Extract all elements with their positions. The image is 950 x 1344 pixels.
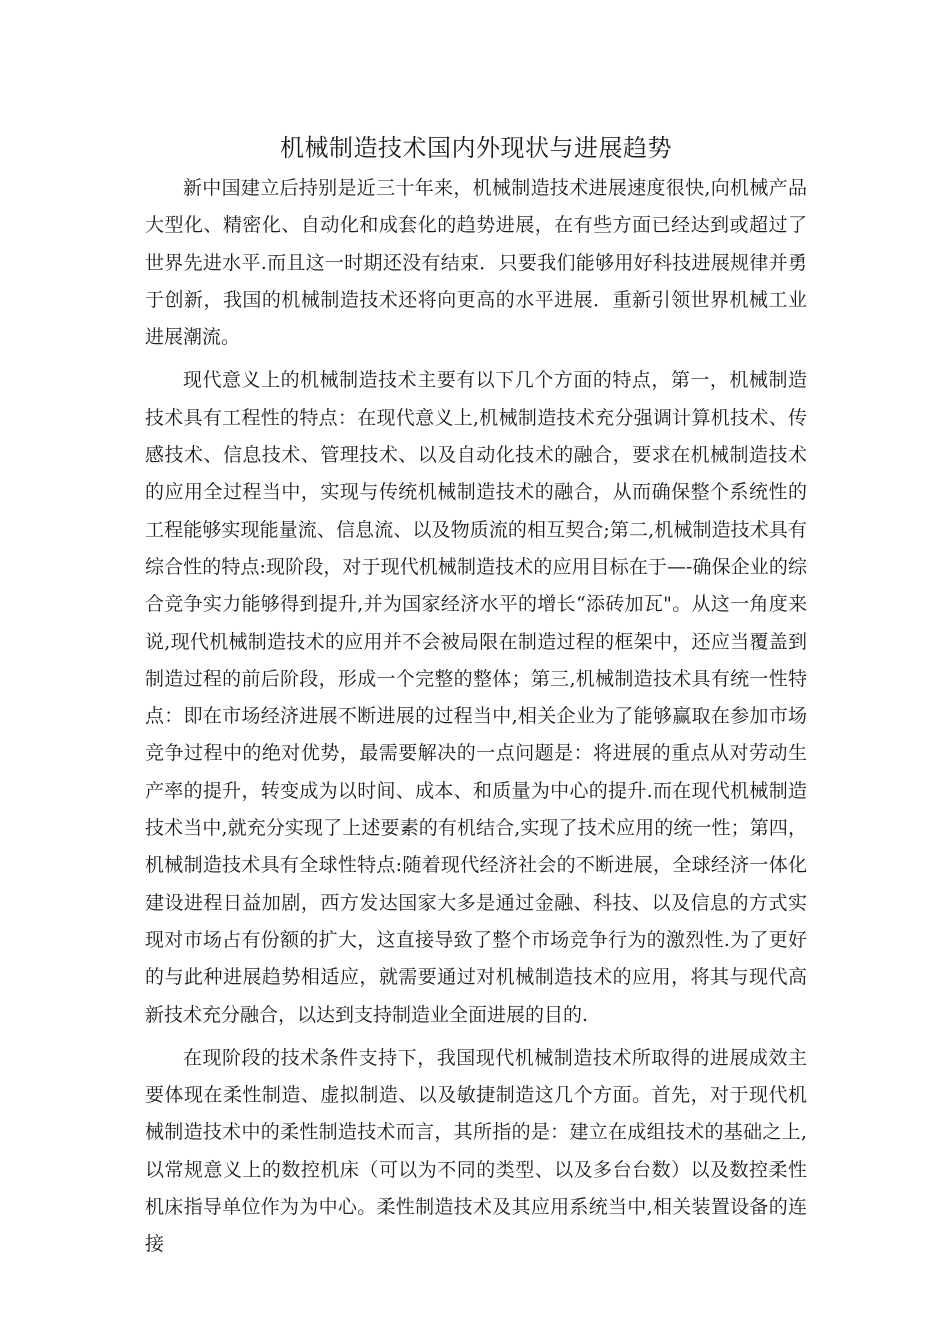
paragraph-2: 现代意义上的机械制造技术主要有以下几个方面的特点，第一，机械制造技术具有工程性的特点：在现代意义上,机械制造技术充分强调计算机技术、传感技术、信息技术、管理技术、以及自动化技术的融合，要求在机械制造技术的应用全过程当中，实现与传统机械制造技术的融合，从而确保整个系统性的工程能够实现能量流、信息流、以及物质流的相互契合;第二,机械制造技术具有综合性的特点:现阶段，对于现代机械制造技术的应用目标在于—-确保企业的综合竞争实力能够得到提升,并为国家经济水平的增长“添砖加瓦"。从这一角度来说,现代机械制造技术的应用并不会被局限在制造过程的框架中，还应当覆盖到制造过程的前后阶段，形成一个完整的整体；第三,机械制造技术具有统一性特点：即在市场经济进展不断进展的过程当中,相关企业为了能够赢取在参加市场竞争过程中的绝对优势，最需要解决的一点问题是：将进展的重点从对劳动生产率的提升，转变成为以时间、成本、和质量为中心的提升.而在现代机械制造技术当中,就充分实现了上述要素的有机结合,实现了技术应用的统一性；第四，机械制造技术具有全球性特点:随着现代经济社会的不断进展，全球经济一体化建设进程日益加剧，西方发达国家大多是通过金融、科技、以及信息的方式实现对市场占有份额的扩大，这直接导致了整个市场竞争行为的激烈性.为了更好的与此种进展趋势相适应，就需要通过对机械制造技术的应用，将其与现代高新技术充分融合，以达到支持制造业全面进展的目的.	[145, 369, 807, 1026]
paragraph-1: 新中国建立后持别是近三十年来，机械制造技术进展速度很快,向机械产品大型化、精密化、自动化和成套化的趋势进展，在有些方面已经达到或超过了世界先进水平.而且这一时期还没有结束．只要我们能够用好科技进展规律并勇于创新，我国的机械制造技术还将向更高的水平进展．重新引领世界机械工业进展潮流。	[145, 177, 807, 349]
document-title: 机械制造技术国内外现状与进展趋势	[280, 134, 672, 162]
document-page	[145, 130, 807, 1270]
paragraph-3: 在现阶段的技术条件支持下，我国现代机械制造技术所取得的进展成效主要体现在柔性制造、虚拟制造、以及敏捷制造这几个方面。首先，对于现代机械制造技术中的柔性制造技术而言，其所指的是：建立在成组技术的基础之上,以常规意义上的数控机床（可以为不同的类型、以及多台台数）以及数控柔性机床指导单位作为为中心。柔性制造技术及其应用系统当中,相关装置设备的连接	[145, 1046, 807, 1256]
